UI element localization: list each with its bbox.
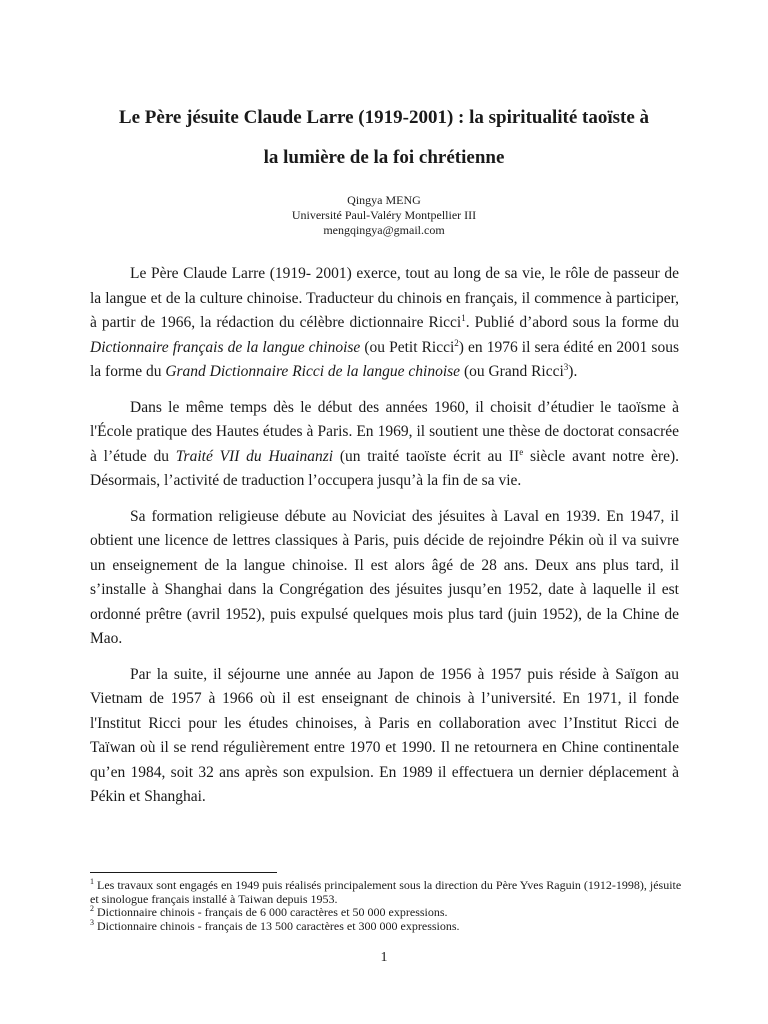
paragraph-2-text-a: Dans le même temps dès le début des années 1960, il choisit d’étudier le taoïsme à l'École pratique des Hautes études à Paris. En 1969, il soutient une thèse de doctorat consacrée à l’étude du [90, 398, 679, 465]
footnote-text: Dictionnaire chinois - français de 6 000 caractères et 50 000 expressions. [94, 905, 448, 919]
paragraph-1-text-e: (ou Grand Ricci [460, 363, 564, 380]
paragraph-1-text-a: Le Père Claude Larre (1919- 2001) exerce, tout au long de sa vie, le rôle de passeur de la langue et de la culture chinoise. Traducteur du chinois en français, il commence à participer, à partir de 1966, la rédaction du célèbre dictionnaire Ricci [90, 265, 679, 331]
italic-title-huainanzi: Traité VII du Huainanzi [175, 447, 334, 465]
paragraph-4: Par la suite, il séjourne une année au Japon de 1956 à 1957 puis réside à Saïgon au Vietnam de 1957 à 1966 où il est enseignant de chinois à l’université. En 1971, il fonde l'Institut Ricci pour les études chinoises, à Paris en collaboration avec l’Institut Ricci de Taïwan où il se rend régulièrement entre 1970 et 1990. Il ne retournera en Chine continentale qu’en 1984, soit 32 ans après son expulsion. En 1989 il effectuera un dernier déplacement à Pékin et Shanghai. [90, 665, 679, 805]
footnote-text: Les travaux sont engagés en 1949 puis réalisés principalement sous la direction du Père Yves Raguin (1912-1998), jésuite et sinologue français installé à Taiwan depuis 1953. [90, 878, 682, 906]
author-name: Qingya MENG [347, 193, 421, 207]
paragraph-2-text-c: siècle avant notre ère). Désormais, l’activité de traduction l’occupera jusqu’à la fin de sa vie. [90, 447, 680, 489]
paper-title [80, 98, 688, 178]
paragraph-1-text-c: (ou Petit Ricci [360, 338, 455, 356]
paragraph-1-text-d: ) en 1976 il sera édité en 2001 sous la forme du [90, 338, 679, 380]
paragraph-2-text-b: (un traité taoïste écrit au II [333, 447, 520, 465]
footnote-number: 1 [90, 877, 94, 886]
footnote-2 [90, 906, 690, 920]
title-line-2: la lumière de la foi chrétienne [263, 147, 505, 168]
author-affiliation: Université Paul-Valéry Montpellier III [291, 208, 477, 222]
italic-title-grand-ricci: Grand Dictionnaire Ricci de la langue chinoise [165, 363, 461, 380]
paragraph-3: Sa formation religieuse débute au Noviciat des jésuites à Laval en 1939. En 1947, il obtient une licence de lettres classiques à Paris, puis décide de rejoindre Pékin où il va suivre un enseignement de la langue chinoise. Il est alors âgé de 28 ans. Deux ans plus tard, il s’installe à Shanghai dans la Congrégation des jésuites jusqu’en 1952, date à laquelle il est ordonné prêtre (avril 1952), puis expulsé quelques mois plus tard (juin 1952), de la Chine de Mao. [90, 507, 679, 647]
footnote-ref-3: 3 [563, 362, 569, 372]
paragraph-1-text-b: . Publié d’abord sous la forme du [465, 314, 679, 331]
author-email: mengqingya@gmail.com [323, 223, 445, 237]
footnote-ref-2: 2 [454, 337, 459, 348]
paragraph-1 [90, 262, 679, 385]
paragraph-1-text-f: ). [568, 363, 578, 380]
footnote-1 [90, 879, 690, 906]
footnote-text: Dictionnaire chinois - français de 13 500 caractères et 300 000 expressions. [94, 918, 460, 933]
footnote-number: 3 [90, 917, 94, 927]
footnote-3 [90, 917, 690, 934]
italic-title-petit-ricci: Dictionnaire français de la langue chinoise [90, 338, 361, 356]
body-text [90, 262, 679, 821]
century-superscript: e [519, 446, 524, 457]
footnote-number: 2 [90, 904, 94, 913]
page-number: 1 [380, 950, 388, 965]
footnotes [90, 879, 690, 933]
author-block [80, 193, 688, 238]
paragraph-2 [90, 396, 679, 494]
footnote-ref-1: 1 [461, 313, 466, 323]
footnote-separator [90, 872, 277, 873]
title-line-1: Le Père jésuite Claude Larre (1919-2001) : la spiritualité taoïste à [118, 107, 650, 128]
